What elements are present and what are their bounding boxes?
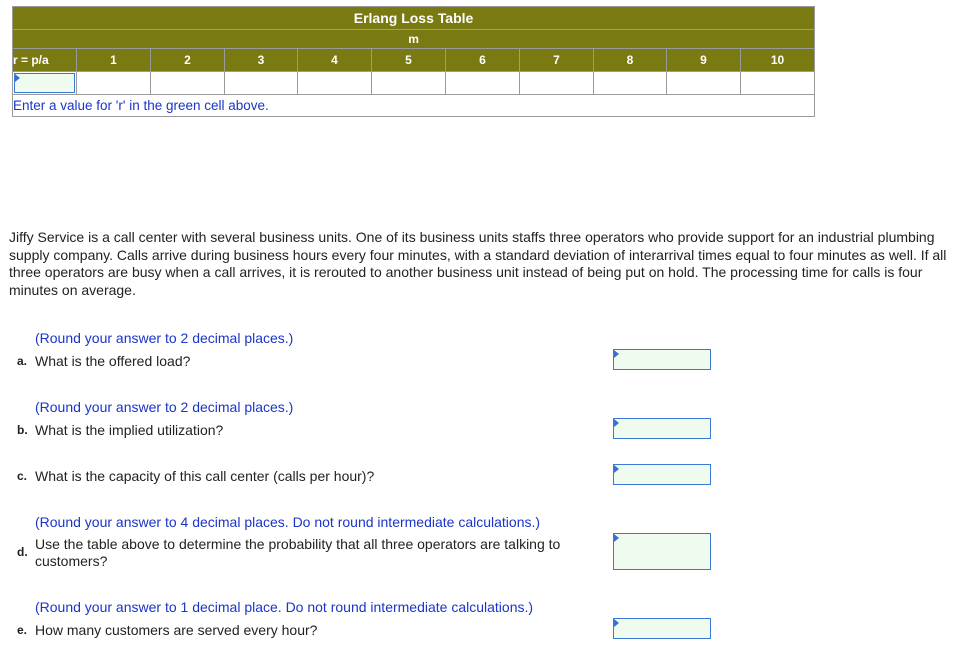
column-header-6: 6 [446, 49, 520, 72]
question-c-letter: c. [17, 469, 28, 483]
question-b-text: What is the implied utilization? [35, 422, 224, 438]
erlang-loss-table [12, 6, 815, 117]
value-cell-10 [741, 72, 815, 95]
answer-e-input[interactable] [613, 618, 711, 639]
m-header: m [13, 30, 815, 49]
value-cell-3 [225, 72, 298, 95]
value-cell-6 [446, 72, 520, 95]
question-c-text: What is the capacity of this call center (calls per hour)? [35, 468, 375, 484]
input-marker-icon [15, 74, 20, 82]
r-label: r = p/a [13, 49, 77, 72]
question-b-note: (Round your answer to 2 decimal places.) [35, 399, 294, 415]
question-e-note: (Round your answer to 1 decimal place. Do not round intermediate calculations.) [35, 599, 534, 615]
question-a-text: What is the offered load? [35, 353, 191, 369]
value-cell-5 [372, 72, 446, 95]
question-a-note: (Round your answer to 2 decimal places.) [35, 330, 294, 346]
answer-c-input[interactable] [613, 464, 711, 485]
column-header-5: 5 [372, 49, 446, 72]
column-header-7: 7 [520, 49, 594, 72]
question-d-letter: d. [17, 545, 28, 559]
column-header-4: 4 [298, 49, 372, 72]
value-cell-9 [667, 72, 741, 95]
column-header-9: 9 [667, 49, 741, 72]
r-input[interactable] [14, 73, 75, 93]
question-d-text: Use the table above to determine the probability that all three operators are talking to customers? [35, 536, 561, 569]
question-e-text: How many customers are served every hour? [35, 622, 318, 638]
table-note: Enter a value for 'r' in the green cell above. [13, 95, 815, 117]
column-header-10: 10 [741, 49, 815, 72]
r-input-cell[interactable] [13, 72, 77, 95]
value-cell-7 [520, 72, 594, 95]
column-header-3: 3 [225, 49, 298, 72]
table-title: Erlang Loss Table [13, 7, 815, 30]
answer-b-input[interactable] [613, 418, 711, 439]
input-marker-icon [614, 534, 619, 542]
value-cell-2 [151, 72, 225, 95]
input-marker-icon [614, 465, 619, 473]
question-a-letter: a. [17, 354, 28, 368]
question-b-letter: b. [17, 423, 28, 437]
column-header-2: 2 [151, 49, 225, 72]
value-cell-4 [298, 72, 372, 95]
problem-text: Jiffy Service is a call center with several business units. One of its business units staffs three operators who provide support for an industrial plumbing supply company. Calls arrive during business hours every four minutes, with a standard deviation of interarrival times equal to four minutes as well. If all three operators are busy when a call arrives, it is rerouted to another business unit instead of being put on hold. The processing time for calls is four minutes on average. [9, 229, 947, 298]
column-header-1: 1 [77, 49, 151, 72]
value-cell-8 [594, 72, 667, 95]
answer-a-input[interactable] [613, 349, 711, 370]
input-marker-icon [614, 619, 619, 627]
column-header-8: 8 [594, 49, 667, 72]
input-marker-icon [614, 419, 619, 427]
input-marker-icon [614, 350, 619, 358]
question-e-letter: e. [17, 623, 28, 637]
answer-d-input[interactable] [613, 533, 711, 570]
question-d-note: (Round your answer to 4 decimal places. Do not round intermediate calculations.) [35, 514, 541, 530]
value-cell-1 [77, 72, 151, 95]
